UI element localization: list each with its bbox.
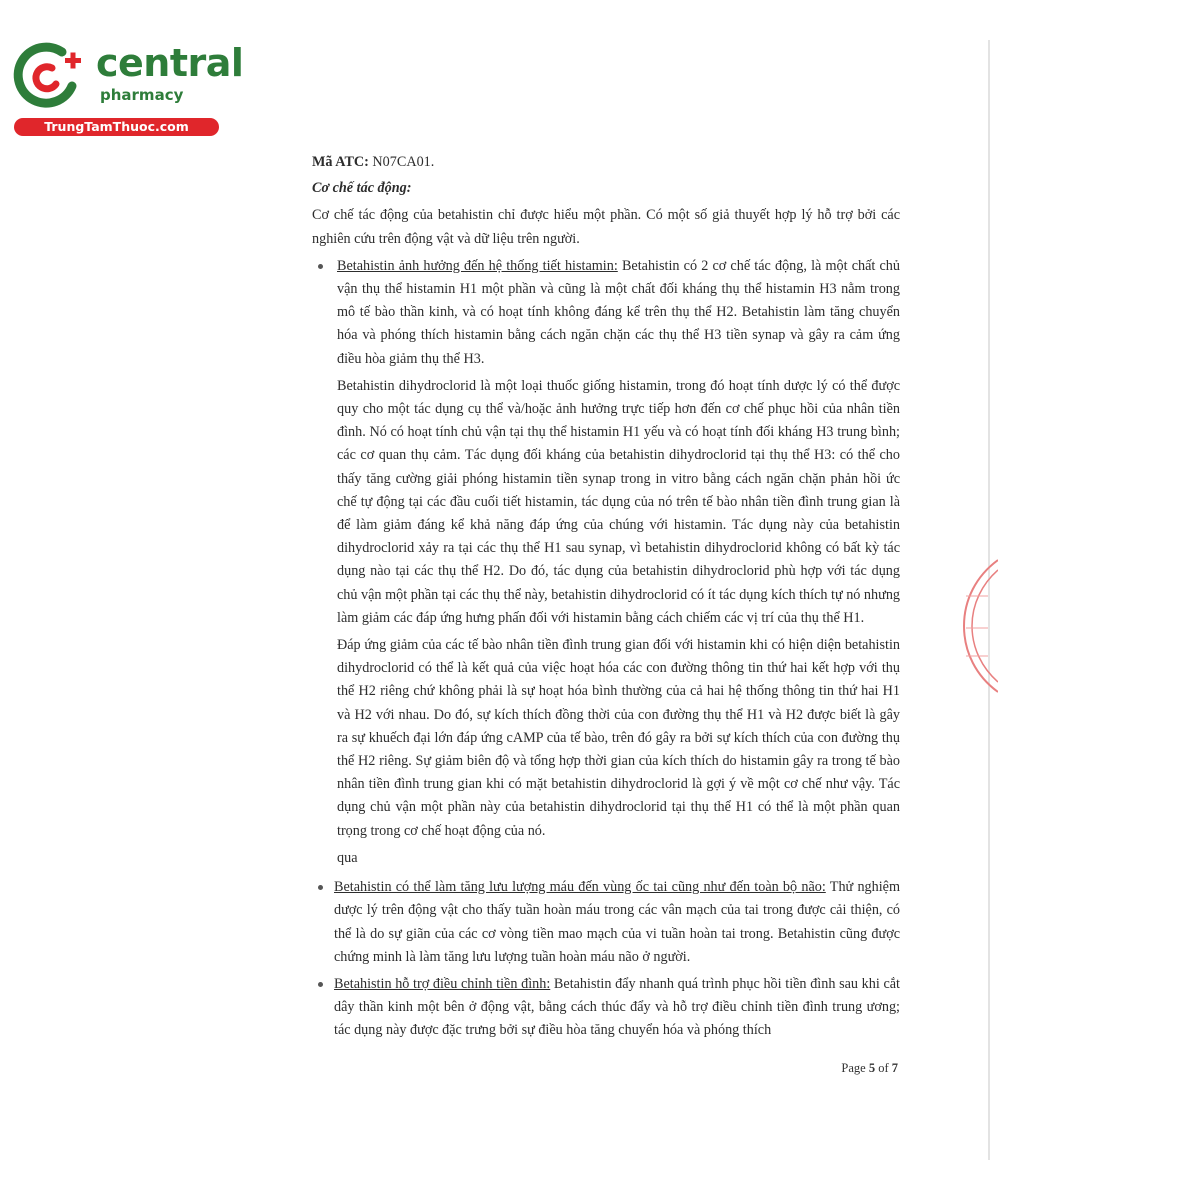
atc-code-line [312,151,900,174]
page-current: 5 [868,1061,876,1075]
page-of: of [875,1061,892,1075]
list-item [312,876,900,969]
bullet-paragraph: Đáp ứng giảm của các tế bào nhân tiền đình trung gian đối với histamin khi có hiện diện betahistin dihydroclorid có thể là kết quả của việc hoạt hóa các con đường thông tin thứ hai kết hợp với thụ thể H2 riêng chứ không phải là sự hoạt hóa bình thường của cả hai hệ thống thông tin thứ hai H1 và H2 với nhau. Do đó, sự kích thích đồng thời của con đường thụ thể H1 và H2 được biết là gây ra sự khuếch đại lớn đáp ứng cAMP của tế bào, trên đó gây ra bởi sự kích thích của con đường thụ thể H2 riêng. Sự giảm biên độ và tổng hợp thời gian của kích thích do histamin gây ra trong tế bào nhân tiền đình trung gian khi có mặt betahistin dihydroclorid là gợi ý về một cơ chế như vậy. Tác dụng chủ vận một phần này của betahistin dihydroclorid tại thụ thể H1 có thể là một phần quan trọng trong cơ chế hoạt động của nó. [337,637,900,839]
red-stamp-icon [958,556,998,696]
mechanism-list [312,255,900,1043]
page-total: 7 [891,1061,898,1075]
atc-label: Mã ATC: [312,154,369,170]
bullet-paragraph: Betahistin dihydroclorid là một loại thuốc giống histamin, trong đó hoạt tính dược lý có thể được quy cho một tác dụng cụ thể và/hoặc ảnh hưởng trực tiếp hơn đến cơ chế phục hồi của nhân tiền đình. Nó có hoạt tính chủ vận tại thụ thể histamin H1 yếu và có hoạt tính đối kháng H3 trung bình; các cơ quan thụ cảm. Tác dụng đối kháng của betahistin dihydroclorid tại thụ thể H3: có thể cho thấy tăng cường giải phóng histamin tiền synap trong in vitro bằng cách ngăn chặn phản hồi ức chế tự động tại các đầu cuối tiết histamin, tác dụng của nó trên tế bào nhân tiền đình trung gian là để làm giảm đáng kể khả năng đáp ứng của chúng với histamin. Tác dụng này của betahistin dihydroclorid xảy ra tại các thụ thể H1 sau synap, vì betahistin dihydroclorid không có bất kỳ tác dụng nào tại các thụ thể H2. Do đó, tác dụng của betahistin dihydroclorid phù hợp với tác dụng chủ vận một phần tại các thụ thể này, betahistin dihydroclorid có ít tác dụng kích thích tự nó nhưng làm giảm các đáp ứng hưng phấn đối với histamin bằng cách chiếm các vị trí của thụ thể H1. [337,377,900,626]
document-page [312,151,900,1047]
mechanism-heading: Cơ chế tác động: [312,180,412,197]
brand-url-badge: TrungTamThuoc.com [14,118,219,136]
page-number [760,1061,898,1076]
bullet-text: Betahistin đẩy nhanh quá trình phục hồi tiền đình sau khi cắt dây thần kinh một bên ở động vật, bằng cách thúc đẩy và hỗ trợ điều chỉnh tiền đình trung ương; tác dụng này được đặc trưng bởi sự điều hòa tăng chuyển hóa và phóng thích [334,975,900,1039]
page-prefix: Page [841,1061,869,1075]
bullet-text: Thử nghiệm dược lý trên động vật cho thấy tuần hoàn máu trong các vân mạch của tai trong được cải thiện, có thể là do sự giãn của các cơ vòng tiền mao mạch của vi tuần hoàn tai trong. Betahistin cũng được chứng minh là làm tăng lưu lượng tuần hoàn máu não ở người. [334,879,901,965]
central-pharmacy-logo-icon [10,38,88,110]
brand-subtitle: pharmacy [100,86,184,104]
bullet-title: Betahistin hỗ trợ điều chỉnh tiền đình: [334,975,551,992]
list-item [312,255,900,870]
bullet-title: Betahistin có thể làm tăng lưu lượng máu đến vùng ốc tai cũng như đến toàn bộ não: [334,879,826,896]
bullet-paragraph: qua [337,849,358,866]
bullet-text: Betahistin có 2 cơ chế tác động, là một chất chủ vận thụ thể histamin H1 một phần và cũng là một chất đối kháng thụ thể histamin H3 nằm trong mô tế bào thần kinh, và có hoạt tính không đáng kể trên thụ thể H2. Betahistin làm tăng chuyển hóa và phóng thích histamin bằng cách ngăn chặn các thụ thể H3 tiền synap và gây ra cảm ứng điều hòa giảm thụ thể H3. [337,257,900,367]
brand-name: central [96,41,244,85]
bullet-title: Betahistin ảnh hưởng đến hệ thống tiết histamin: [337,257,618,274]
brand-logo [10,36,244,136]
intro-paragraph: Cơ chế tác động của betahistin chỉ được hiểu một phần. Có một số giả thuyết hợp lý hỗ trợ bởi các nghiên cứu trên động vật và dữ liệu trên người. [312,207,900,247]
atc-value: N07CA01. [368,154,435,170]
list-item [312,973,900,1043]
